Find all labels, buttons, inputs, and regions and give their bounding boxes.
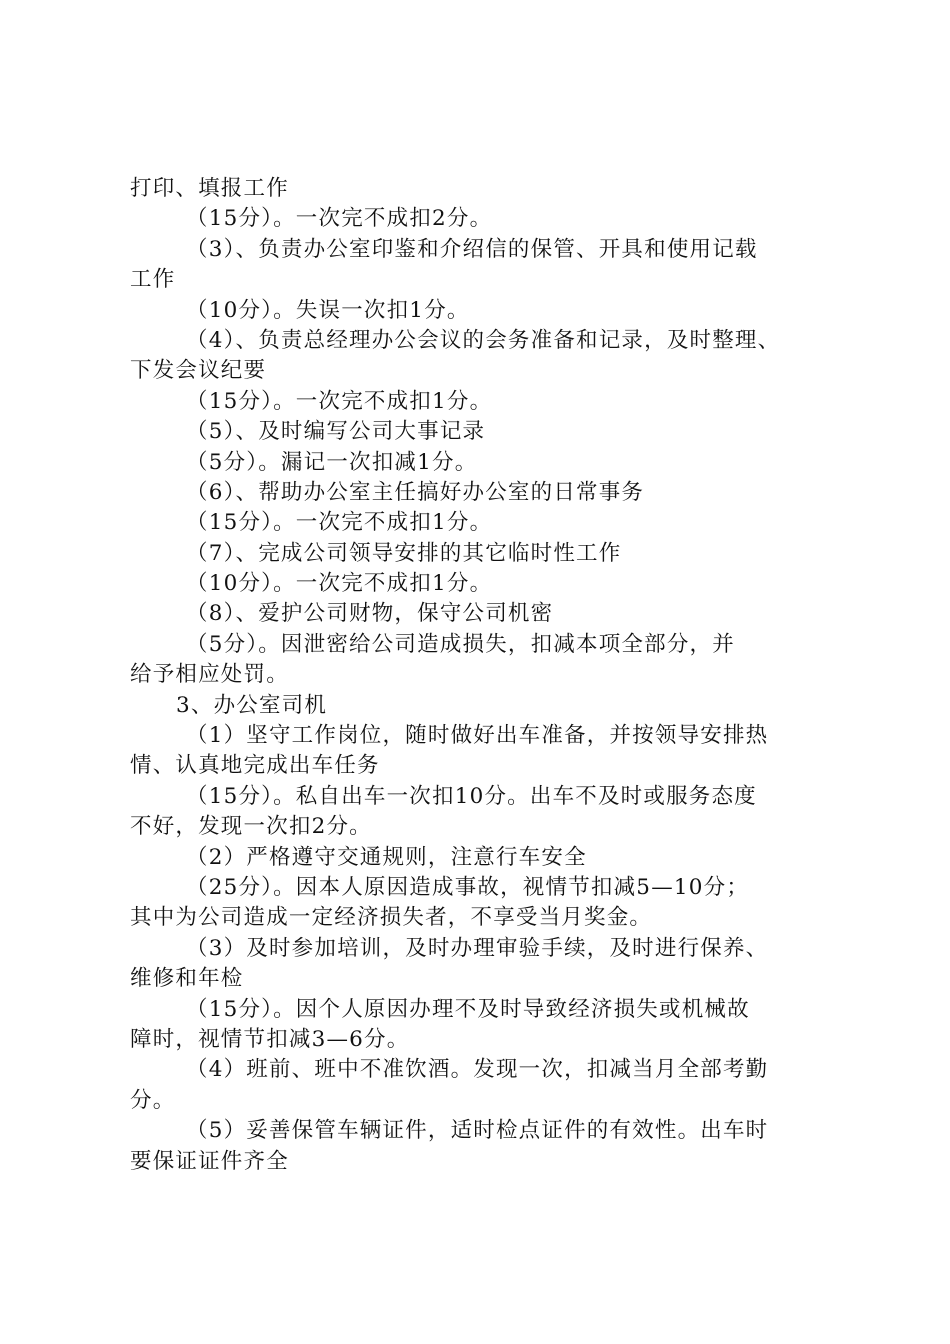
text-line-continuation: 给予相应处罚。 (130, 662, 289, 688)
text-line-continuation: 障时，视情节扣减3—6分。 (130, 1026, 410, 1052)
text-line-continuation: 要保证证件齐全 (130, 1148, 289, 1174)
text-line-score: （15分）。私自出车一次扣10分。出车不及时或服务态度 (186, 783, 757, 809)
text-line-item-8: （8）、爱护公司财物，保守公司机密 (186, 601, 554, 627)
text-line-score: （25分）。因本人原因造成事故，视情节扣减5—10分； (186, 874, 750, 900)
text-line-continuation: 工作 (130, 267, 176, 293)
text-line-item-6: （6）、帮助办公室主任搞好办公室的日常事务 (186, 479, 645, 505)
document-body (130, 174, 835, 1177)
text-line-score: （10分）。一次完不成扣1分。 (186, 571, 493, 597)
text-line-continuation: 情、认真地完成出车任务 (130, 753, 380, 779)
text-line-item-4: （4）、负责总经理办公会议的会务准备和记录，及时整理、 (186, 327, 781, 353)
text-line-continuation: 打印、填报工作 (130, 176, 289, 201)
text-line-item-5: （5）妥善保管车辆证件，适时检点证件的有效性。出车时 (186, 1118, 769, 1144)
text-line-item-4: （4）班前、班中不准饮酒。发现一次，扣减当月全部考勤 (186, 1057, 769, 1083)
text-line-score: （15分）。一次完不成扣1分。 (186, 388, 493, 414)
text-line-score: （5分）。因泄密给公司造成损失，扣减本项全部分，并 (186, 631, 735, 657)
text-line-score: （10分）。失误一次扣1分。 (186, 297, 470, 323)
section-heading-driver: 3、办公室司机 (176, 692, 328, 718)
text-line-score: （15分）。一次完不成扣2分。 (186, 206, 493, 232)
text-line-item-1: （1）坚守工作岗位，随时做好出车准备，并按领导安排热 (186, 723, 769, 749)
text-line-item-3: （3）、负责办公室印鉴和介绍信的保管、开具和使用记载 (186, 236, 758, 262)
text-line-continuation: 维修和年检 (130, 966, 244, 992)
text-line-item-3: （3）及时参加培训，及时办理审验手续，及时进行保养、 (186, 935, 769, 961)
text-line-item-5: （5）、及时编写公司大事记录 (186, 419, 486, 445)
text-line-continuation: 其中为公司造成一定经济损失者，不享受当月奖金。 (130, 905, 653, 931)
text-line-continuation: 分。 (130, 1087, 176, 1113)
text-line-item-7: （7）、完成公司领导安排的其它临时性工作 (186, 540, 622, 566)
text-line-score: （15分）。一次完不成扣1分。 (186, 510, 493, 536)
text-line-score: （15分）。因个人原因办理不及时导致经济损失或机械故 (186, 996, 750, 1022)
text-line-item-2: （2）严格遵守交通规则，注意行车安全 (186, 844, 587, 870)
text-line-continuation: 不好，发现一次扣2分。 (130, 814, 372, 840)
text-line-score: （5分）。漏记一次扣减1分。 (186, 449, 478, 475)
text-line-continuation: 下发会议纪要 (130, 358, 267, 384)
